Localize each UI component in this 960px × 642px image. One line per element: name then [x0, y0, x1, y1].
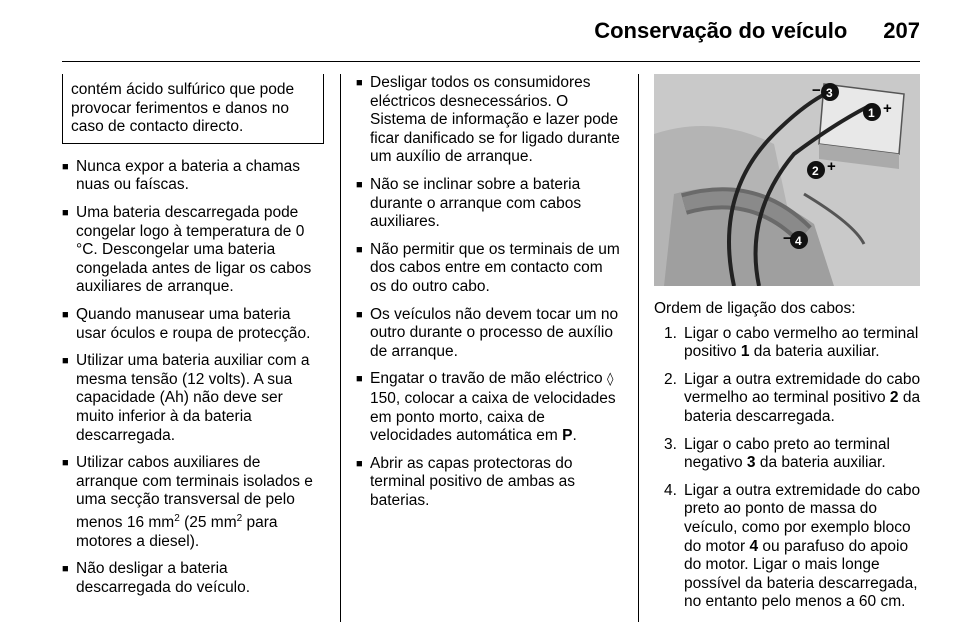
step-item: 4. Ligar a outra extremidade do cabo preto ao ponto de massa do veículo, como por exemplo bloco do motor 4 ou parafuso do apoio do motor. Ligar o mais longe possível da bateria descarregada, no entanto pelo menos a 60 cm.	[664, 481, 921, 611]
bullet-item: ■ Nunca expor a bateria a chamas nuas ou faíscas.	[62, 158, 324, 195]
bullet-item: ■ Utilizar uma bateria auxiliar com a mesma tensão (12 volts). A sua capacidade (Ah) não deve ser muito inferior à da bateria descarregada.	[62, 352, 324, 445]
connection-steps	[654, 325, 924, 612]
figure-caption: Ordem de ligação dos cabos:	[654, 300, 856, 317]
page-number: 207	[883, 18, 920, 43]
jump-start-illustration: 3 1 2 4 − + + −	[654, 74, 920, 286]
bullet-item: ■ Não permitir que os terminais de um dos cabos entre em contacto com os do outro cabo.	[356, 241, 622, 297]
bullet-item: ■ Abrir as capas protectoras do terminal positivo de ambas as baterias.	[356, 455, 622, 511]
warning-box	[62, 74, 324, 144]
bullet-item: ■ Utilizar cabos auxiliares de arranque com terminais isolados e uma secção transversal de pelo menos 16 $mm^2$ (25 $mm^2$ para motores a diesel).	[62, 454, 324, 551]
bullet-item: ■ Os veículos não devem tocar um no outro durante o processo de auxílio de arranque.	[356, 306, 622, 362]
page-reference-arrow-icon: ◊	[606, 372, 614, 388]
step-item: 2. Ligar a outra extremidade do cabo vermelho ao terminal positivo 2 da bateria descarregada.	[664, 370, 921, 425]
step-item: 3. Ligar o cabo preto ao terminal negativo 3 da bateria auxiliar.	[664, 435, 890, 472]
header-rule	[62, 61, 920, 62]
column-1	[62, 74, 324, 606]
bullet-item: ■ Não se inclinar sobre a bateria durante o arranque com cabos auxiliares.	[356, 176, 622, 232]
engine-bay-drawing	[654, 74, 920, 286]
section-title: Conservação do veículo	[594, 18, 848, 43]
column-3	[654, 74, 924, 621]
bullet-item: ■ Não desligar a bateria descarregada do veículo.	[62, 560, 324, 597]
column-2	[356, 74, 622, 519]
column-divider	[638, 74, 639, 622]
bullet-item: ■ Uma bateria descarregada pode congelar logo à temperatura de 0 °C. Descongelar uma bateria congelada antes de ligar os cabos auxiliares de arranque.	[62, 204, 324, 297]
step-item: 1. Ligar o cabo vermelho ao terminal positivo 1 da bateria auxiliar.	[664, 324, 919, 361]
bullet-item: ■ Engatar o travão de mão eléctrico ◊ 150, colocar a caixa de velocidades em ponto morto, caixa de velocidades automática em P.	[356, 370, 622, 445]
bullet-item: ■ Desligar todos os consumidores eléctricos desnecessários. O Sistema de informação e lazer pode ficar danificado se for ligado durante um auxílio de arranque.	[356, 74, 622, 167]
warning-text: contém ácido sulfúrico que pode provocar ferimentos e danos no caso de contacto directo.	[71, 81, 295, 136]
column-divider	[340, 74, 341, 622]
page-header	[594, 18, 920, 44]
bullet-item: ■ Quando manusear uma bateria usar óculos e roupa de protecção.	[62, 306, 324, 343]
